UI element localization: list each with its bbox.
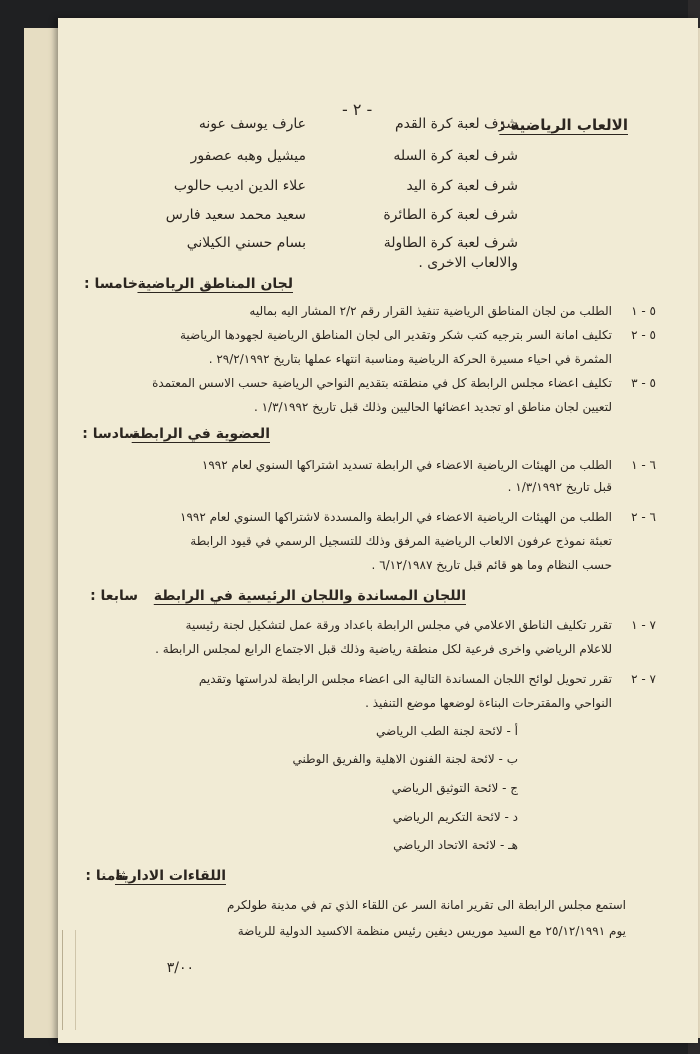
section-tag: سادسا : [82,426,138,442]
section-heading: اللقاءات الادارية [114,868,226,884]
game-name: شرف لعبة كرة القدم [394,116,518,132]
games-heading: الالعاب الرياضية : [499,116,628,134]
document-page [58,18,698,1043]
item-text: الطلب من الهيئات الرياضية الاعضاء في الرابطة تسديد اشتراكها السنوي لعام ١٩٩٢ [201,458,612,472]
page-number: - ٢ - [342,100,373,119]
game-name: شرف لعبة كرة الطائرة [383,207,518,223]
item-number: ٥ - ٣ [631,376,656,390]
section-tag: سابعا : [90,588,138,604]
section-heading: العضوية في الرابطة [131,426,270,442]
item-text: الطلب من الهيئات الرياضية الاعضاء في الرابطة والمسددة لاشتراكها السنوي لعام ١٩٩٢ [180,510,612,524]
item-text: تكليف اعضاء مجلس الرابطة كل في منطقته بتقديم النواحي الرياضية حسب الاسس المعتمدة [152,376,612,390]
section-heading: اللجان المساندة واللجان الرئيسية في الرابطة [153,588,466,604]
section-tag: خامسا : [84,276,138,292]
list-item: أ - لائحة لجنة الطب الرياضي [376,724,518,738]
item-number: ٦ - ١ [631,458,656,472]
item-text: قبل تاريخ ١/٣/١٩٩٢ . [507,480,612,494]
item-number: ٥ - ٢ [631,328,656,342]
item-text: تقرر تكليف الناطق الاعلامي في مجلس الرابطة باعداد ورقة عمل لتشكيل لجنة رئيسية [185,618,612,632]
game-name: شرف لعبة كرة السله [393,148,518,164]
game-person: بسام حسني الكيلاني [186,235,306,251]
body-line: يوم ٢٥/١٢/١٩٩١ مع السيد موريس ديفين رئيس منظمة الاكسيد الدولية للرياضة [237,924,626,938]
item-text: حسب النظام وما هو قائم قبل تاريخ ٦/١٢/١٩٨٧ . [371,558,612,572]
item-text: المثمرة في احياء مسيرة الحركة الرياضية ومناسبة انتهاء عملها بتاريخ ٢٩/٢/١٩٩٢ . [208,352,612,366]
game-person: علاء الدين اديب حالوب [173,178,306,194]
game-name: والالعاب الاخرى . [418,255,518,271]
game-person: ميشيل وهبه عصفور [190,148,306,164]
section-heading: لجان المناطق الرياضية [137,276,293,292]
game-person: عارف يوسف عونه [198,116,306,132]
body-line: استمع مجلس الرابطة الى تقرير امانة السر عن اللقاء الذي تم في مدينة طولكرم [227,898,626,912]
list-item: ج - لائحة التوثيق الرياضي [391,781,518,795]
item-text: تكليف امانة السر بترجيه كتب شكر وتقدير الى لجان المناطق الرياضية لجهودها الرياضية [180,328,612,342]
item-number: ٧ - ٢ [631,672,656,686]
section-tag: ثامنا : [85,868,126,884]
item-text: النواحي والمقترحات البناءة لوضعها موضع التنفيذ . [365,696,612,710]
list-item: هـ - لائحة الاتحاد الرياضي [393,838,518,852]
item-text: تقرر تحويل لوائح اللجان المساندة التالية الى اعضاء مجلس الرابطة لدراستها وتقديم [198,672,612,686]
stacked-page-edges [62,930,76,1030]
item-number: ٥ - ١ [631,304,656,318]
item-text: تعبئة نموذج عرفون الالعاب الرياضية المرفق وذلك للتسجيل الرسمي في قيود الرابطة [190,534,612,548]
item-text: لتعيين لجان مناطق او تجديد اعضائها الحاليين وذلك قبل تاريخ ١/٣/١٩٩٢ . [253,400,612,414]
list-item: د - لائحة التكريم الرياضي [392,810,518,824]
item-number: ٧ - ١ [631,618,656,632]
game-name: شرف لعبة كرة اليد [406,178,518,194]
item-text: للاعلام الرياضي واخرى فرعية لكل منطقة رياضية وذلك قبل الاجتماع الرابع لمجلس الرابطة . [155,642,612,656]
item-text: الطلب من لجان المناطق الرياضية تنفيذ القرار رقم ٢/٢ المشار اليه بماليه [249,304,612,318]
continuation-marker: ٣/٠٠ [166,960,194,976]
list-item: ب - لائحة لجنة الفنون الاهلية والفريق الوطني [292,752,518,766]
game-name: شرف لعبة كرة الطاولة [383,235,518,251]
game-person: سعيد محمد سعيد فارس [165,207,306,223]
item-number: ٦ - ٢ [631,510,656,524]
